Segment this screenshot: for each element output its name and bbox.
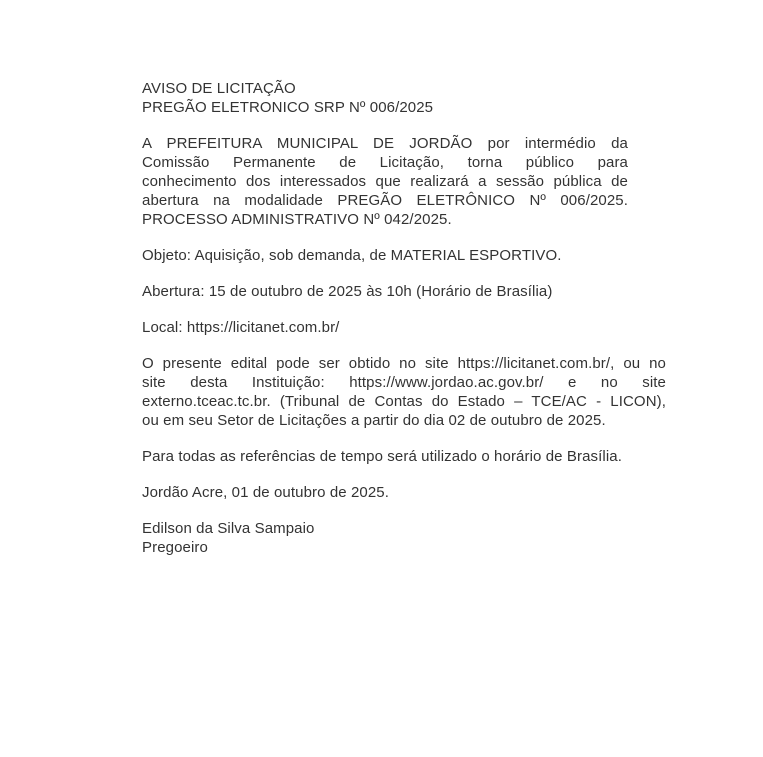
intro-line: Comissão Permanente de Licitação, torna público para [142,154,628,171]
title-line-pregao: PREGÃO ELETRONICO SRP Nº 006/2025 [142,99,434,116]
signature-role: Pregoeiro [142,539,208,556]
signature-block [142,519,666,557]
intro-paragraph [142,134,666,229]
abertura-line [142,282,666,301]
edital-line: site desta Instituição: https://www.jordao.ac.gov.br/ e no site [142,374,666,391]
title-line-aviso: AVISO DE LICITAÇÃO [142,80,296,97]
intro-line: abertura na modalidade PREGÃO ELETRÔNICO Nº 006/2025. [142,192,628,209]
edital-paragraph [142,354,666,430]
edital-line-last: ou em seu Setor de Licitações a partir do dia 02 de outubro de 2025. [142,412,606,429]
intro-line-last: PROCESSO ADMINISTRATIVO Nº 042/2025. [142,211,452,228]
notice-content [142,79,666,557]
objeto-line [142,246,666,265]
notice-title [142,79,666,117]
signature-name: Edilson da Silva Sampaio [142,520,315,537]
objeto-text: Objeto: Aquisição, sob demanda, de MATERIAL ESPORTIVO. [142,247,562,264]
referencia-tempo-text: Para todas as referências de tempo será utilizado o horário de Brasília. [142,448,622,465]
intro-line: A PREFEITURA MUNICIPAL DE JORDÃO por intermédio da [142,135,628,152]
local-text: Local: https://licitanet.com.br/ [142,319,340,336]
data-local-text: Jordão Acre, 01 de outubro de 2025. [142,484,390,501]
edital-line: externo.tceac.tc.br. (Tribunal de Contas do Estado – TCE/AC - LICON), [142,393,666,410]
intro-line: conhecimento dos interessados que realizará a sessão pública de [142,173,628,190]
local-line [142,318,666,337]
data-local-line [142,483,666,502]
referencia-tempo-line [142,447,666,466]
abertura-text: Abertura: 15 de outubro de 2025 às 10h (Horário de Brasília) [142,283,553,300]
edital-line: O presente edital pode ser obtido no site https://licitanet.com.br/, ou no [142,355,666,372]
